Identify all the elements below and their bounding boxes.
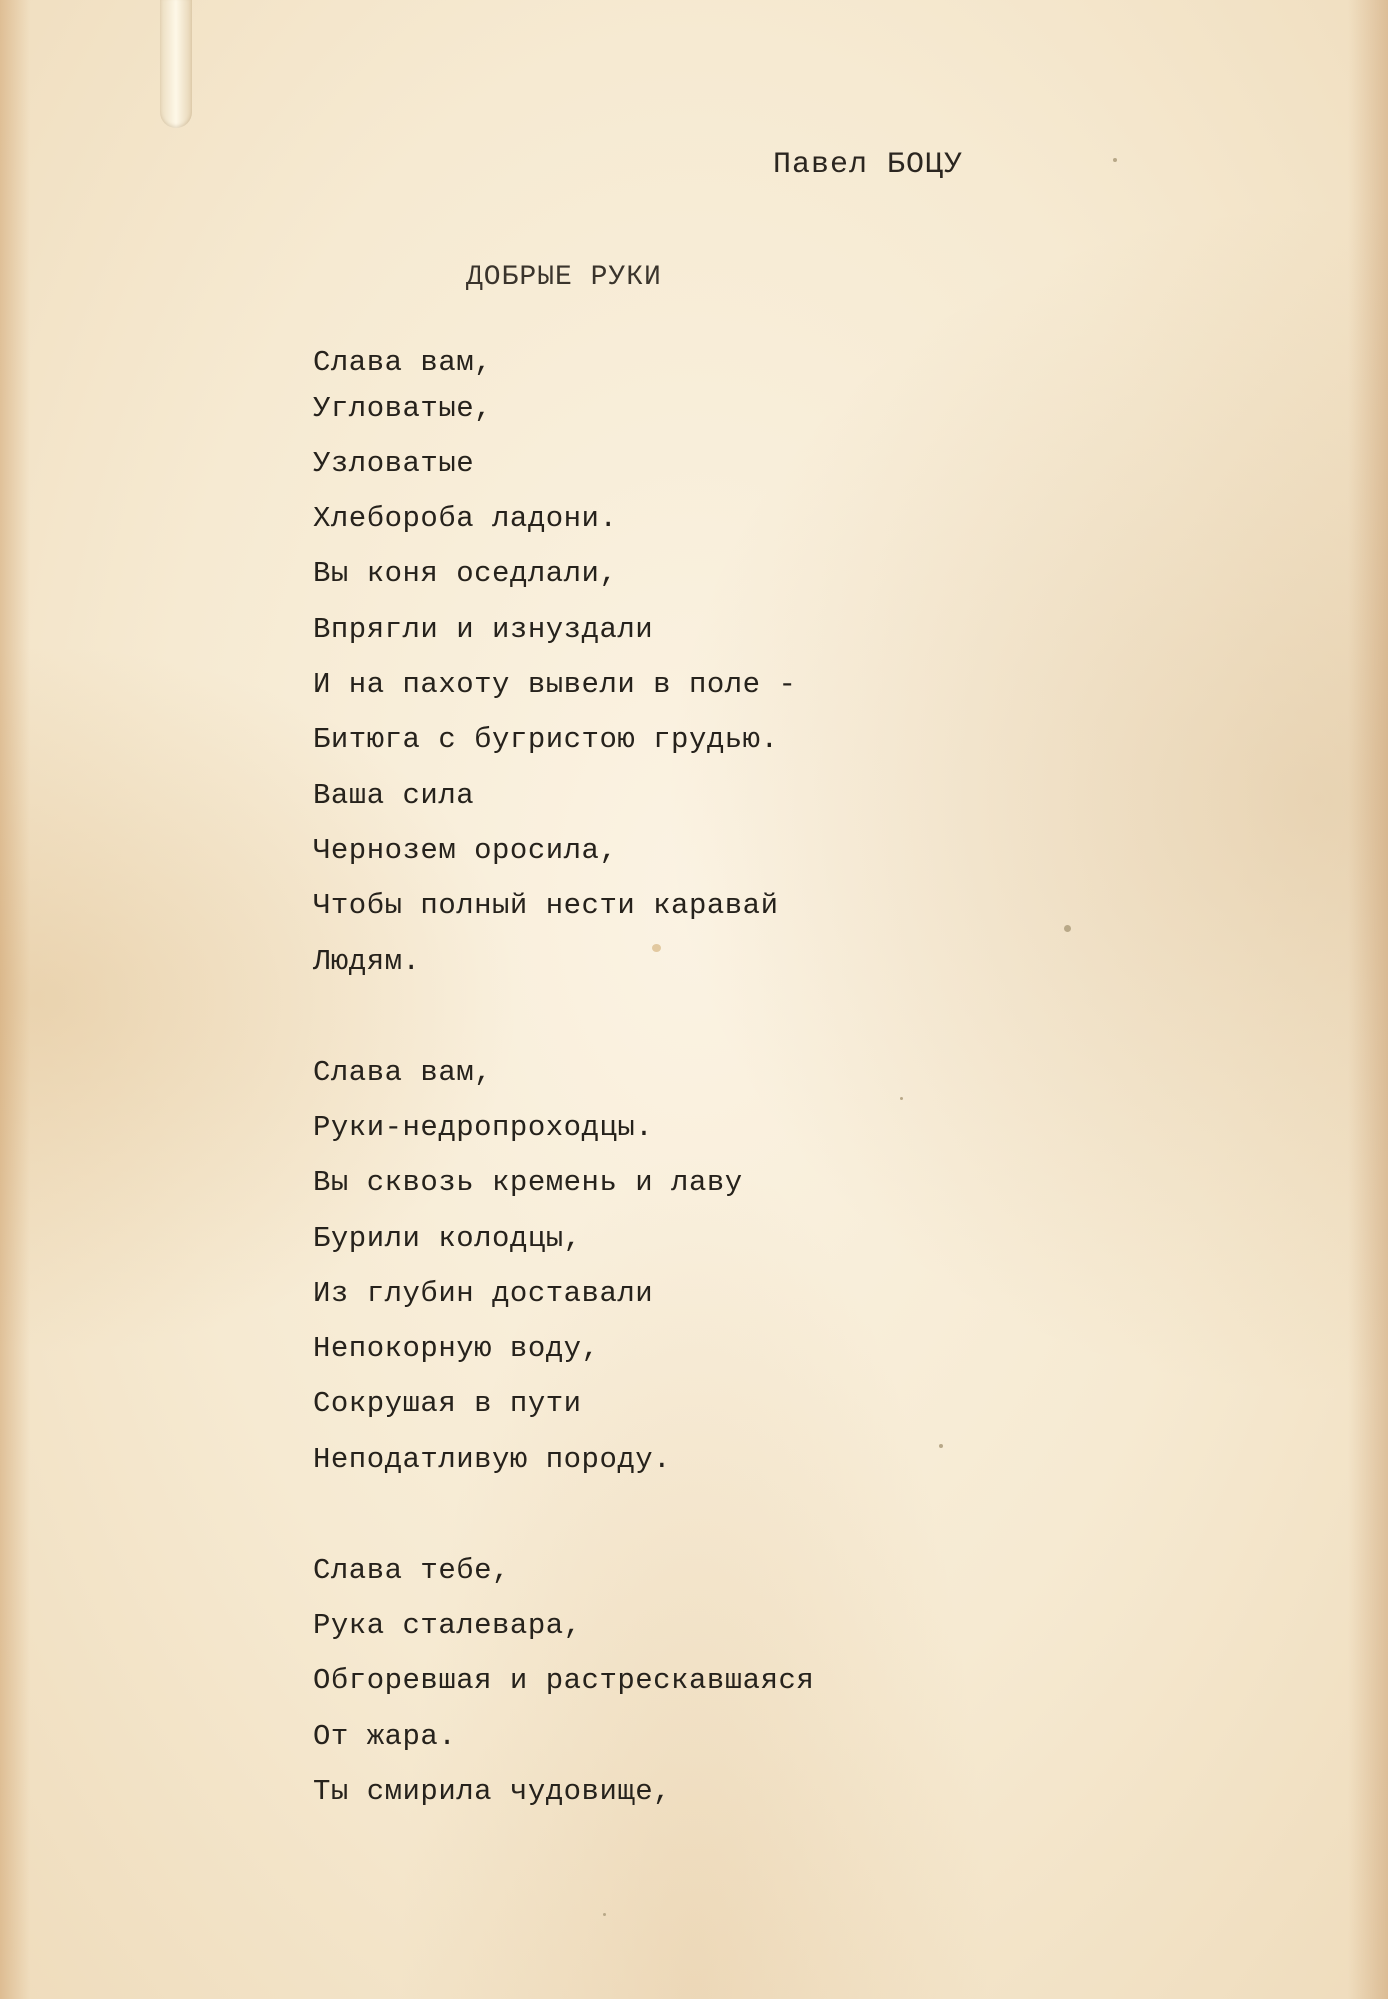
poem-line: Из глубин доставали [313, 1277, 654, 1310]
paper-speck [603, 1913, 606, 1916]
poem-line: Битюга с бугристою грудью. [313, 723, 779, 756]
poem-line: Обгоревшая и растрескавшаяся [313, 1664, 815, 1697]
poem-line: Слава тебе, [313, 1554, 510, 1587]
paper-speck [652, 944, 661, 952]
paper-edge-left [0, 0, 30, 1999]
paper-speck [939, 1444, 943, 1448]
poem-line: Неподатливую породу. [313, 1443, 672, 1476]
poem-title: ДОБРЫЕ РУКИ [466, 262, 662, 293]
poem-line: Рука сталевара, [313, 1609, 582, 1642]
poem-line: Чтобы полный нести каравай [313, 889, 779, 922]
poem-line: Узловатые [313, 447, 475, 480]
poem-line: Ваша сила [313, 779, 475, 812]
poem-line: Чернозем оросила, [313, 834, 618, 867]
poem-line: Ты смирила чудовище, [313, 1775, 672, 1808]
poem-line: Слава вам, [313, 1056, 493, 1089]
paper-speck [1113, 158, 1117, 162]
poem-line: Хлебороба ладони. [313, 502, 618, 535]
poem-line: Сокрушая в пути [313, 1387, 582, 1420]
paper-speck [1064, 925, 1071, 932]
poem-line: Впрягли и изнуздали [313, 613, 654, 646]
poem-line: От жара. [313, 1720, 457, 1753]
poem-line: Угловатые, [313, 392, 493, 425]
poem-line: Руки-недропроходцы. [313, 1111, 654, 1144]
poem-line: Непокорную воду, [313, 1332, 600, 1365]
poem-line: Людям. [313, 945, 421, 978]
poem-line: Вы коня оседлали, [313, 557, 618, 590]
paper-speck [900, 1097, 903, 1100]
poem-line: Слава вам, [313, 346, 493, 379]
author-name: Павел БОЦУ [773, 148, 964, 182]
paper-fold-mark [160, 0, 192, 128]
poem-line: И на пахоту вывели в поле - [313, 668, 797, 701]
poem-line: Вы сквозь кремень и лаву [313, 1166, 743, 1199]
poem-line: Бурили колодцы, [313, 1222, 582, 1255]
paper-edge-right [1348, 0, 1388, 1999]
